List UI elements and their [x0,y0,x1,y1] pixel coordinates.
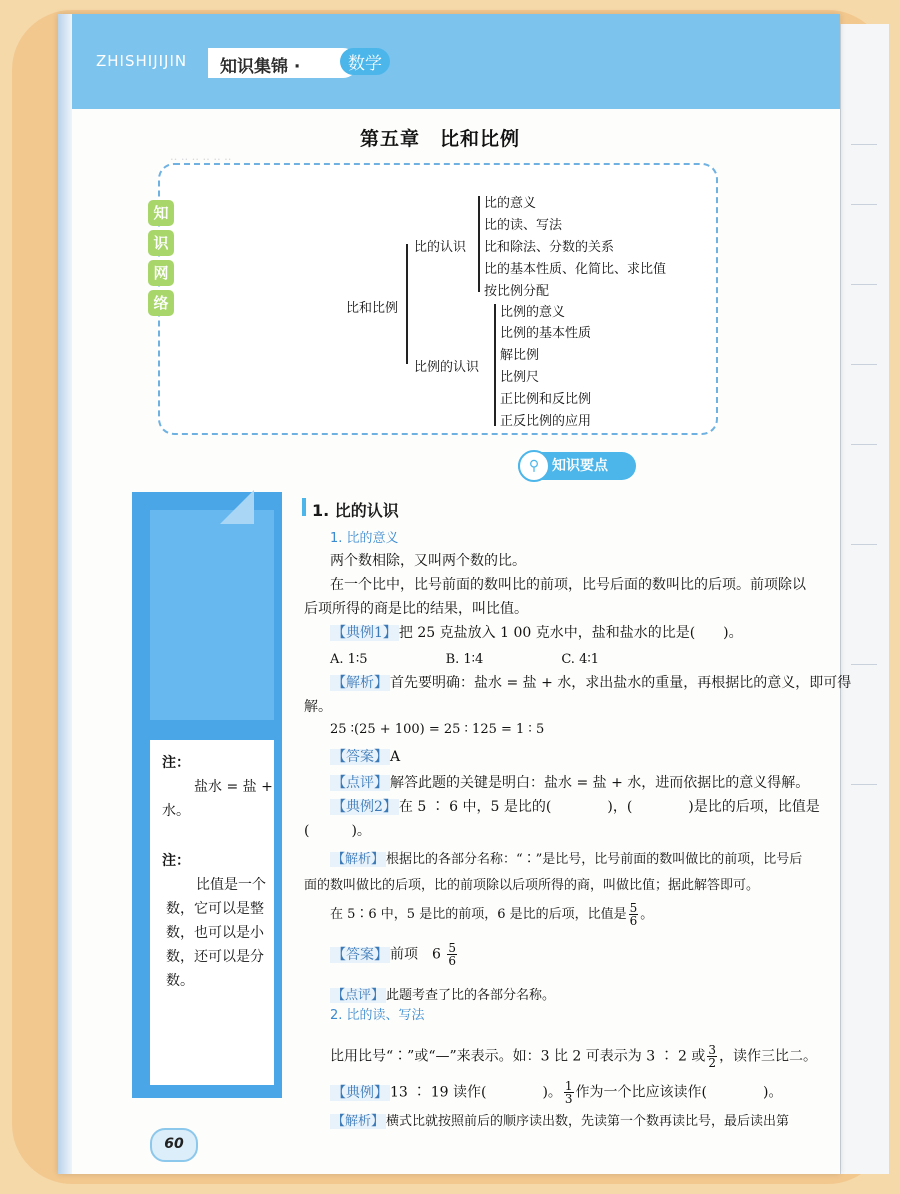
network-item: 解比例 [500,348,540,363]
analysis-text: 面的数叫做比的后项，比的前项除以后项所得的商，叫做比值；据此解答即可。 [304,878,760,893]
note-2-line: 数，还可以是分 [166,949,264,965]
rw-text: ，读作三比二。 [719,1048,818,1065]
branch-1-brace [478,196,480,292]
network-item: 正反比例的应用 [500,414,592,429]
network-label-char: 识 [148,230,174,256]
network-item: 比的基本性质、化简比、求比值 [484,262,667,277]
network-branch-1: 比的认识 [414,240,467,255]
fraction: $\frac{5}{6}$ [448,941,457,968]
comment-text: 解答此题的关键是明白：盐水 = 盐 + 水，进而依据比的意义得解。 [390,775,810,791]
rw-text: 比用比号“∶”或“—”来表示。如：3 比 2 可表示为 3 ∶ 2 或 [330,1048,706,1065]
network-item: 比例的意义 [500,305,566,320]
example-text: 13 ∶ 19 读作( )。 [390,1084,562,1101]
network-item: 比的读、写法 [484,218,563,233]
next-page-edge [840,24,889,1174]
sidebar-note-inner [150,510,274,720]
section-marker [302,498,306,516]
answer-tag: 【答案】 [332,946,388,963]
root-brace [406,244,408,364]
comment-text: 此题考查了比的各部分名称。 [386,988,556,1003]
page-number: 60 [150,1128,198,1162]
fraction: $\frac{1}{3}$ [564,1079,573,1106]
chapter-title: 第五章 比和比例 [360,128,521,150]
banner-scallop [72,94,840,116]
key-points-badge: 知识要点 [518,452,636,480]
network-item: 比的意义 [484,196,537,211]
calculation-line: 25 ∶(25 + 100) = 25 ∶ 125 = 1 ∶ 5 [330,722,545,737]
pin-icon: ⚲ [518,450,550,482]
sidebar-fold [220,490,254,524]
example-tag: 【典例2】 [332,799,397,815]
network-item: 比例的基本性质 [500,326,592,341]
analysis-text: 解。 [304,699,332,715]
analysis-tag: 【解析】 [332,1114,385,1129]
note-2-title: 注： [162,853,190,869]
knowledge-network-box [158,163,718,435]
note-1-title: 注： [162,755,190,771]
network-label-char: 知 [148,200,174,226]
example-text: 在 5 ∶ 6 中，5 是比的( )，( )是比的后项，比值是 [398,799,820,815]
definition-line: 两个数相除，又叫两个数的比。 [330,553,526,569]
calculation-line: 在 5∶6 中，5 是比的前项，6 是比的后项，比值是 [330,907,627,922]
header-pinyin: ZHISHIJIJIN [96,52,188,70]
branch-2-brace [494,304,496,426]
network-branch-2: 比例的认识 [414,360,480,375]
comment-tag: 【点评】 [332,988,385,1003]
note-2-line: 数。 [166,973,194,989]
analysis-tag: 【解析】 [332,852,385,867]
note-2-line: 数，也可以是小 [166,925,264,941]
analysis-text: 首先要明确：盐水 = 盐 + 水，求出盐水的重量，再根据比的意义，即可得 [390,675,852,691]
answer-text: A [390,749,401,765]
network-item: 比和除法、分数的关系 [484,240,615,255]
analysis-text: 根据比的各部分名称：“∶”是比号，比号前面的数叫做比的前项，比号后 [386,852,803,867]
example-text: 作为一个比应该读作( )。 [575,1084,783,1101]
network-label [148,200,174,320]
note-2-line: 比值是一个 [196,877,266,893]
page-spine [58,14,72,1174]
note-2-line: 数，它可以是整 [166,901,264,917]
analysis-tag: 【解析】 [332,675,388,691]
answer-tag: 【答案】 [332,749,388,765]
header-title: 知识集锦 · [220,57,301,77]
comment-tag: 【点评】 [332,775,388,791]
network-root: 比和比例 [346,301,399,316]
example-text: ( )。 [304,823,371,839]
network-item: 按比例分配 [484,284,550,299]
example-tag: 【典例】 [332,1084,388,1101]
definition-line: 在一个比中，比号前面的数叫比的前项，比号后面的数叫比的后项。前项除以 [330,577,806,593]
network-item: 正比例和反比例 [500,392,592,407]
note-1-line: 盐水 = 盐 + [194,779,273,795]
answer-text: 前项 6 [390,946,441,963]
example-tag: 【典例1】 [332,625,397,641]
subsection-2-title: 2. 比的读、写法 [330,1008,425,1023]
network-label-char: 络 [148,290,174,316]
header-subject: 数学 [340,48,390,75]
fraction: $\frac{5}{6}$ [629,901,638,928]
definition-line: 后项所得的商是比的结果，叫比值。 [304,601,528,617]
note-1-line: 水。 [162,803,190,819]
analysis-text: 横式比就按照前后的顺序读出数，先读第一个数再读比号，最后读出第 [386,1114,790,1129]
section-1-title: 1. 比的认识 [312,501,399,520]
network-item: 比例尺 [500,370,540,385]
example-options: A. 1∶5 B. 1∶4 C. 4∶1 [330,652,599,667]
example-text: 把 25 克盐放入 1 00 克水中，盐和盐水的比是( )。 [398,625,743,641]
subsection-1-title: 1. 比的意义 [330,531,399,546]
fraction: $\frac{3}{2}$ [708,1043,717,1070]
network-label-char: 网 [148,260,174,286]
